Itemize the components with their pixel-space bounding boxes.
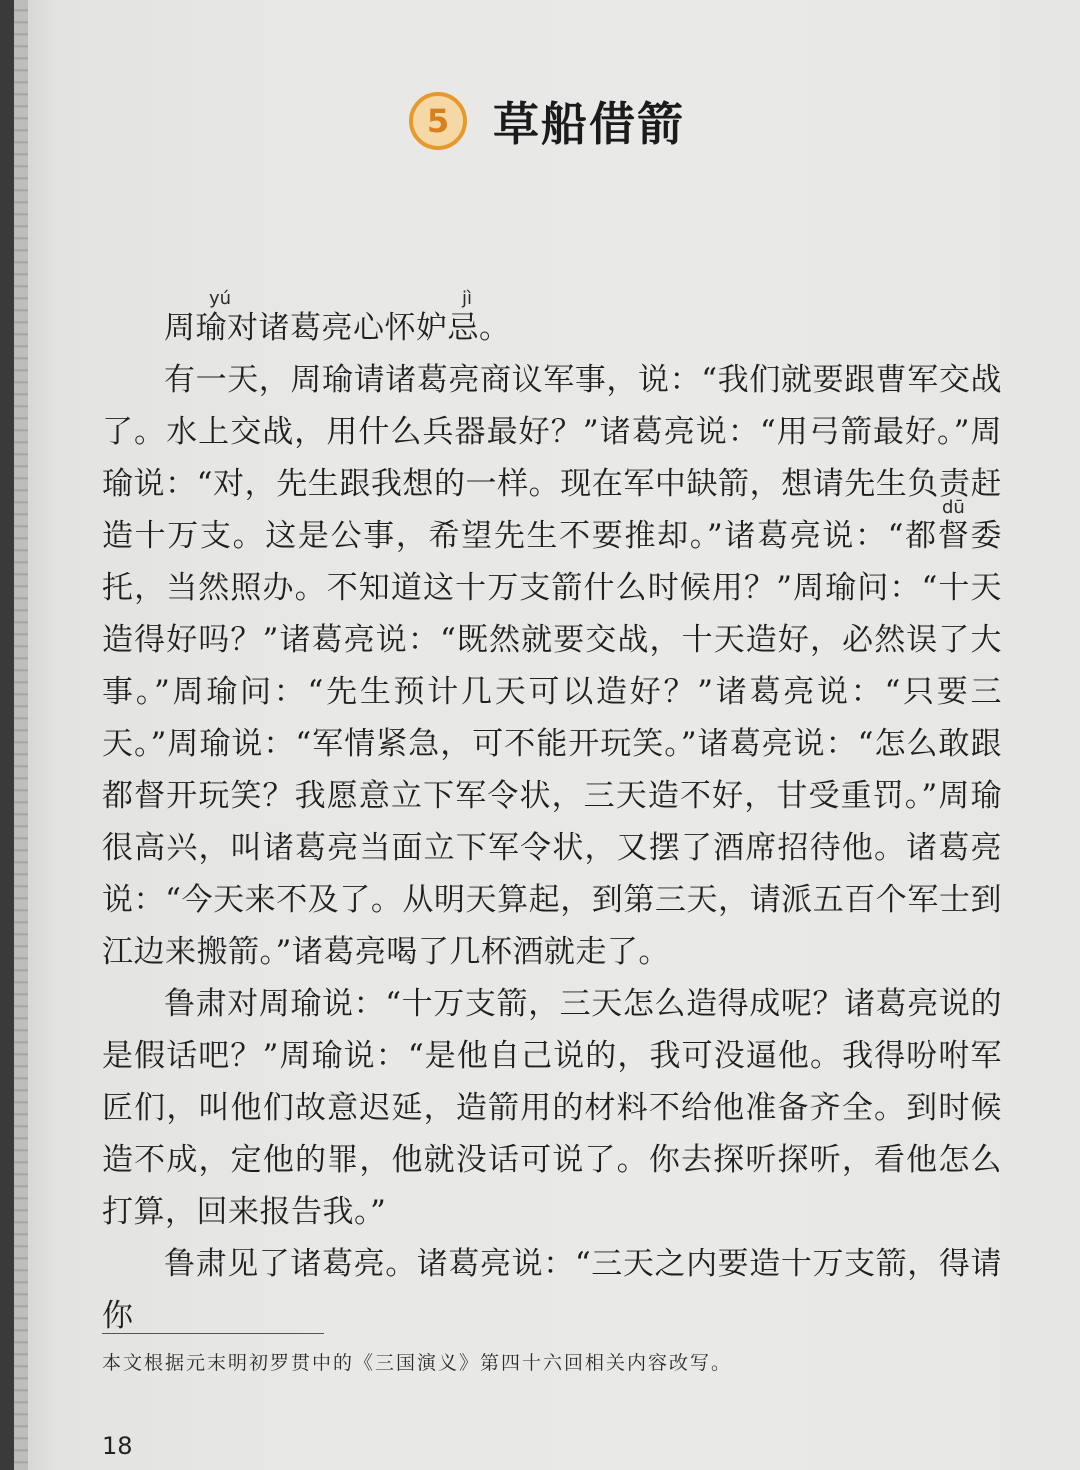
page-number: 18 (102, 1432, 133, 1460)
footnote: 本文根据元末明初罗贯中的《三国演义》第四十六回相关内容改写。 (102, 1352, 733, 1374)
footnote-divider (102, 1333, 324, 1334)
paragraph-1: 周瑜对诸葛亮心怀妒忌。 (164, 310, 511, 346)
paragraph-3: 鲁肃对周瑜说：“十万支箭，三天怎么造得成呢？诸葛亮说的是假话吧？”周瑜说：“是他自己说的，我可没逼他。我得吩咐军匠们，叫他们故意迟延，造箭用的材料不给他准备齐全。到时候造不成，定他的罪，他就没话可说了。你去探听探听，看他怎么打算，回来报告我。” (102, 986, 1002, 1230)
lesson-number-badge: 5 (409, 92, 467, 150)
lesson-title: 草船借箭 (493, 97, 685, 151)
body-text (102, 302, 1002, 1342)
page-edge (14, 0, 28, 1470)
paragraph-4: 鲁肃见了诸葛亮。诸葛亮说：“三天之内要造十万支箭，得请你 (102, 1246, 1002, 1334)
paragraph-2: 有一天，周瑜请诸葛亮商议军事，说：“我们就要跟曹军交战了。水上交战，用什么兵器最好？”诸葛亮说：“用弓箭最好。”周瑜说：“对，先生跟我想的一样。现在军中缺箭，想请先生负责赶造十万支。这是公事，希望先生不要推却。”诸葛亮说：“都督委托，当然照办。不知道这十万支箭什么时候用？”周瑜问：“十天造得好吗？”诸葛亮说：“既然就要交战，十天造好，必然误了大事。”周瑜问：“先生预计几天可以造好？”诸葛亮说：“只要三天。”周瑜说：“军情紧急，可不能开玩笑。”诸葛亮说：“怎么敢跟都督开玩笑？我愿意立下军令状，三天造不好，甘受重罚。”周瑜很高兴，叫诸葛亮当面立下军令状，又摆了酒席招待他。诸葛亮说：“今天来不及了。从明天算起，到第三天，请派五百个军士到江边来搬箭。”诸葛亮喝了几杯酒就走了。 (102, 362, 1002, 970)
pinyin-du: dū (942, 497, 965, 518)
pinyin-ji: jì (462, 288, 473, 309)
pinyin-yu: yú (209, 288, 232, 309)
lesson-header (14, 88, 1080, 158)
book-page (14, 0, 1080, 1470)
